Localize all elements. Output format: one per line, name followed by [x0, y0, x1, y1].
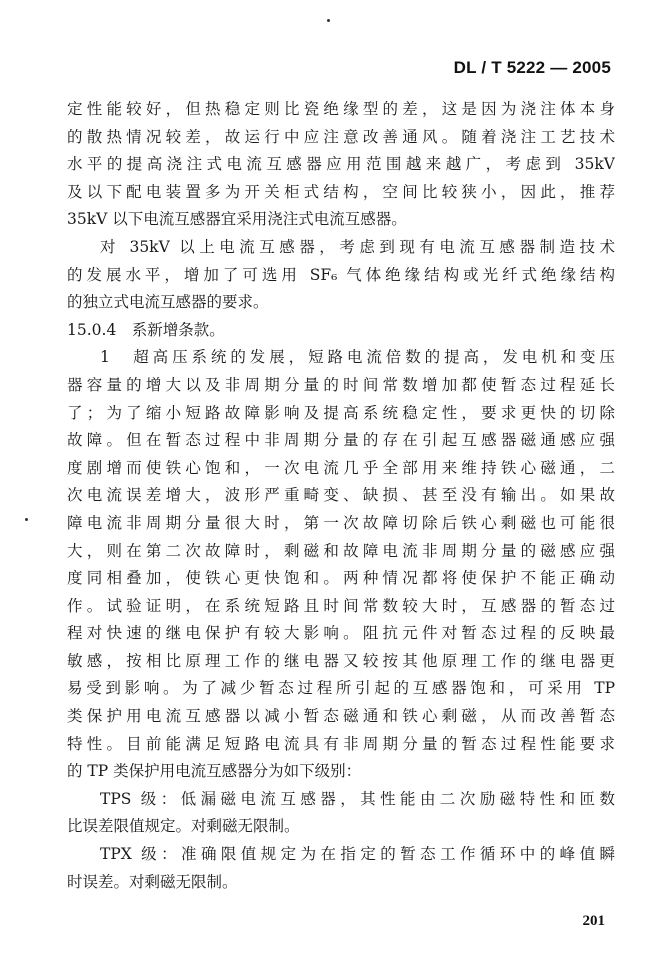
text-line: 故障。但在暂态过程中非周期分量的存在引起互感器磁通感应强	[67, 431, 615, 450]
text-line: 及以下配电装置多为开关柜式结构，空间比较狭小，因此，推荐	[67, 182, 615, 201]
text-line: 比误差限值规定。对剩磁无限制。	[67, 817, 300, 836]
text-line: 度同相叠加，使铁心更快饱和。两种情况都将使保护不能正确动	[67, 569, 615, 588]
text-line: 的独立式电流互感器的要求。	[67, 293, 269, 312]
page-number: 201	[582, 913, 605, 929]
text-line: 特性。目前能满足短路电流具有非周期分量的暂态过程性能要求	[67, 734, 615, 753]
text-line: 定性能较好，但热稳定则比瓷绝缘型的差，这是因为浇注体本身	[67, 100, 615, 118]
text-line: 类保护用电流互感器以减小暂态磁通和铁心剩磁，从而改善暂态	[67, 707, 615, 726]
text-line: 次电流误差增大，波形严重畸变、缺损、甚至没有输出。如果故	[67, 486, 615, 505]
paragraph-first-line: 1 超高压系统的发展，短路电流倍数的提高，发电机和变压	[100, 348, 615, 367]
text-line: 的发展水平，增加了可选用 SF₆ 气体绝缘结构或光纤式绝缘结构	[67, 265, 615, 284]
text-line: 了；为了缩小短路故障影响及提高系统稳定性，要求更快的切除	[67, 403, 615, 422]
text-line: 作。试验证明，在系统短路且时间常数较大时，互感器的暂态过	[67, 596, 615, 615]
text-line: 水平的提高浇注式电流互感器应用范围越来越广，考虑到 35kV	[67, 155, 615, 174]
text-line: 敏感，按相比原理工作的继电器又较按其他原理工作的继电器更	[67, 651, 615, 670]
text-line: 程对快速的继电保护有较大影响。阻抗元件对暂态过程的反映最	[67, 624, 615, 643]
paragraph-first-line: TPX 级：准确限值规定为在指定的暂态工作循环中的峰值瞬	[100, 845, 615, 864]
paragraph-first-line: 对 35kV 以上电流互感器，考虑到现有电流互感器制造技术	[100, 237, 615, 256]
text-line: 的散热情况较差，故运行中应注意改善通风。随着浇注工艺技术	[67, 127, 615, 146]
clause-heading: 15.0.4 系新增条款。	[67, 320, 225, 339]
text-line: 易受到影响。为了减少暂态过程所引起的互感器饱和，可采用 TP	[67, 679, 615, 698]
text-line: 时误差。对剩磁无限制。	[67, 872, 238, 891]
scan-speck	[327, 19, 330, 22]
text-line: 度剧增而使铁心饱和，一次电流几乎全部用来维持铁心磁通，二	[67, 458, 615, 477]
text-line: 大，则在第二次故障时，剩磁和故障电流非周期分量的磁感应强	[67, 541, 615, 560]
paragraph-first-line: TPS 级：低漏磁电流互感器，其性能由二次励磁特性和匝数	[100, 789, 615, 808]
text-line: 障电流非周期分量很大时，第一次故障切除后铁心剩磁也可能很	[67, 513, 615, 532]
text-line: 35kV 以下电流互感器宜采用浇注式电流互感器。	[67, 210, 407, 229]
scan-speck	[25, 518, 28, 521]
text-line: 的 TP 类保护用电流互感器分为如下级别：	[67, 762, 362, 781]
body-text	[67, 96, 615, 896]
text-line: 器容量的增大以及非周期分量的时间常数增加都使暂态过程延长	[67, 375, 615, 394]
standard-code-header: DL / T 5222 — 2005	[453, 58, 611, 77]
